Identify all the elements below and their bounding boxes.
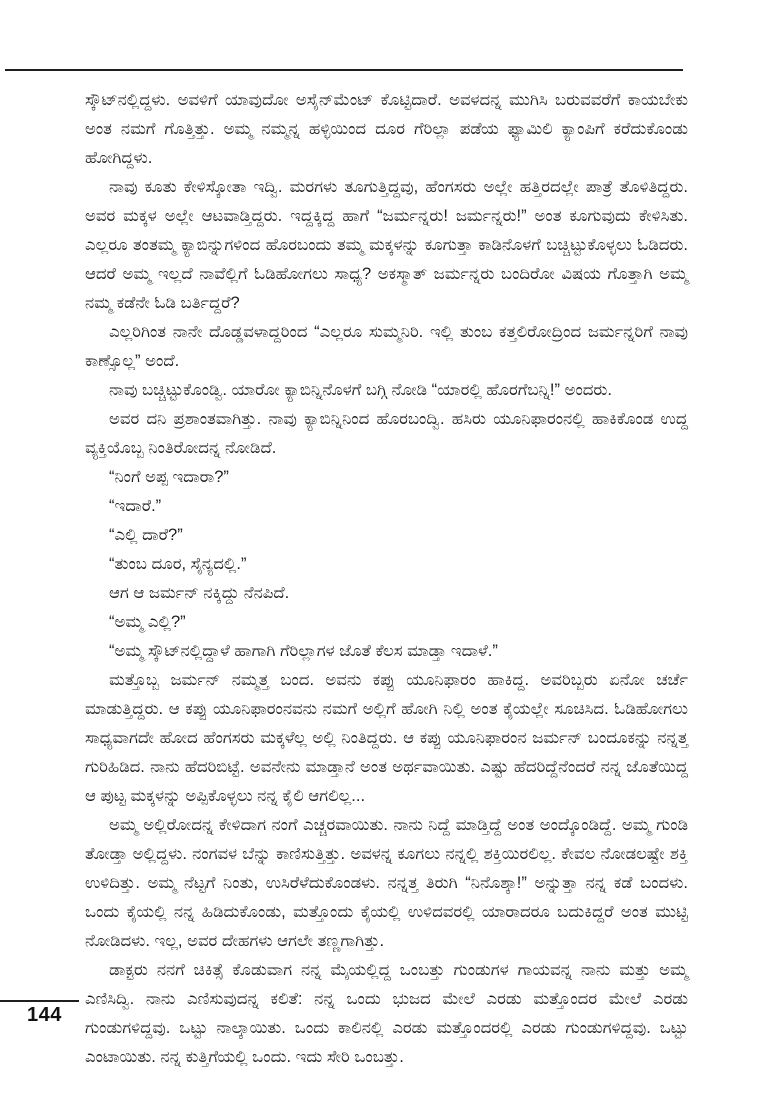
paragraph: ಎಲ್ಲರಿಗಿಂತ ನಾನೇ ದೊಡ್ಡವಳಾದ್ದರಿಂದ “ಎಲ್ಲರೂ ಸುಮ್ಮನಿರಿ. ಇಲ್ಲಿ ತುಂಬ ಕತ್ತಲಿರೋದ್ರಿಂದ ಜರ್ಮನ್ನರಿಗೆ ನಾವು ಕಾಣ್ಸೊಲ್ಲ” ಅಂದೆ. [85, 323, 688, 370]
page-number: 144 [27, 1004, 62, 1026]
paragraph: ನಾವು ಬಚ್ಚಿಟ್ಟುಕೊಂಡ್ವಿ. ಯಾರೋ ಕ್ಯಾಬಿನ್ನಿನೊಳಗೆ ಬಗ್ಗಿ ನೋಡಿ “ಯಾರಲ್ಲಿ ಹೊರಗೆಬನ್ನಿ!” ಅಂದರು. [109, 381, 612, 399]
dialogue-line: “ತುಂಬ ದೂರ, ಸೈನ್ಯದಲ್ಲಿ.” [109, 555, 247, 573]
paragraph: ಅವರ ದನಿ ಪ್ರಶಾಂತವಾಗಿತ್ತು. ನಾವು ಕ್ಯಾಬಿನ್ನಿನಿಂದ ಹೊರಬಂದ್ವಿ. ಹಸಿರು ಯೂನಿಫಾರಂನಲ್ಲಿ ಹಾಕಿಕೊಂಡ ಉದ್ದ ವ್ಯಕ್ತಿಯೊಬ್ಬ ನಿಂತಿರೋದನ್ನ ನೋಡಿದೆ. [85, 410, 688, 457]
dialogue-line: “ಎಲ್ಲಿ ದಾರೆ?” [109, 526, 183, 544]
paragraph: ಆಗ ಆ ಜರ್ಮನ್ ನಕ್ಕಿದ್ದು ನೆನಪಿದೆ. [109, 584, 290, 602]
dialogue-line: “ಅಮ್ಮ ಎಲ್ಲಿ?” [109, 613, 186, 631]
footer-rule [0, 1000, 79, 1002]
header-rule [5, 69, 683, 71]
paragraph: ಡಾಕ್ಟರು ನನಗೆ ಚಿಕಿತ್ಸೆ ಕೊಡುವಾಗ ನನ್ನ ಮೈಯಲ್ಲಿದ್ದ ಒಂಬತ್ತು ಗುಂಡುಗಳ ಗಾಯವನ್ನ ನಾನು ಮತ್ತು ಅಮ್ಮ ಎಣಿಸಿದ್ವಿ. ನಾನು ಎಣಿಸುವುದನ್ನ ಕಲಿತೆ: ನನ್ನ ಒಂದು ಭುಜದ ಮೇಲೆ ಎರಡು ಮತ್ತೊಂದರ ಮೇಲೆ ಎರಡು ಗುಂಡುಗಳಿದ್ದವು. ಒಟ್ಟು ನಾಲ್ಕಾಯಿತು. ಒಂದು ಕಾಲಿನಲ್ಲಿ ಎರಡು ಮತ್ತೊಂದರಲ್ಲಿ ಎರಡು ಗುಂಡುಗಳಿದ್ದವು. ಒಟ್ಟು ಎಂಟಾಯಿತು. ನನ್ನ ಕುತ್ತಿಗೆಯಲ್ಲಿ ಒಂದು. ಇದು ಸೇರಿ ಒಂಬತ್ತು. [85, 961, 688, 1066]
dialogue-line: “ನಿಂಗೆ ಅಪ್ಪ ಇದಾರಾ?” [109, 468, 229, 486]
dialogue-line: “ಅಮ್ಮ ಸ್ಕೌಟ್‌ನಲ್ಲಿದ್ದಾಳೆ ಹಾಗಾಗಿ ಗೆರಿಲ್ಲಾಗಳ ಜೊತೆ ಕೆಲಸ ಮಾಡ್ತಾ ಇದಾಳೆ.” [109, 642, 498, 660]
paragraph: ಸ್ಕೌಟ್‌ನಲ್ಲಿದ್ದಳು. ಅವಳಿಗೆ ಯಾವುದೋ ಅಸೈನ್‌ಮೆಂಟ್ ಕೊಟ್ಟಿದಾರೆ. ಅವಳದನ್ನ ಮುಗಿಸಿ ಬರುವವರೆಗೆ ಕಾಯಬೇಕು ಅಂತ ನಮಗೆ ಗೊತ್ತಿತ್ತು. ಅಮ್ಮ ನಮ್ಮನ್ನ ಹಳ್ಳಿಯಿಂದ ದೂರ ಗೆರಿಲ್ಲಾ ಪಡೆಯ ಫ್ಯಾಮಿಲಿ ಕ್ಯಾಂಪಿಗೆ ಕರೆದುಕೊಂಡು ಹೋಗಿದ್ದಳು. [85, 91, 688, 167]
paragraph: ನಾವು ಕೂತು ಕೇಳಿಸ್ಕೋತಾ ಇದ್ವಿ. ಮರಗಳು ತೂಗುತ್ತಿದ್ದವು, ಹೆಂಗಸರು ಅಲ್ಲೇ ಹತ್ತಿರದಲ್ಲೇ ಪಾತ್ರೆ ತೊಳಿತಿದ್ದರು. ಅವರ ಮಕ್ಕಳ ಅಲ್ಲೇ ಆಟವಾಡ್ತಿದ್ದರು. ಇದ್ದಕ್ಕಿದ್ದ ಹಾಗೆ “ಜರ್ಮನ್ನರು! ಜರ್ಮನ್ನರು!” ಅಂತ ಕೂಗುವುದು ಕೇಳಿಸಿತು. ಎಲ್ಲರೂ ತಂತಮ್ಮ ಕ್ಯಾಬಿನ್ನುಗಳಿಂದ ಹೊರಬಂದು ತಮ್ಮ ಮಕ್ಕಳನ್ನು ಕೂಗುತ್ತಾ ಕಾಡಿನೊಳಗೆ ಬಚ್ಚಿಟ್ಟುಕೊಳ್ಳಲು ಓಡಿದರು. ಆದರೆ ಅಮ್ಮ ಇಲ್ಲದೆ ನಾವೆಲ್ಲಿಗೆ ಓಡಿಹೋಗಲು ಸಾಧ್ಯ? ಅಕಸ್ಮಾತ್ ಜರ್ಮನ್ನರು ಬಂದಿರೋ ವಿಷಯ ಗೊತ್ತಾಗಿ ಅಮ್ಮ ನಮ್ಮ ಕಡೆನೇ ಓಡಿ ಬರ್ತಿದ್ದರೆ? [85, 178, 688, 312]
paragraph: ಅಮ್ಮ ಅಲ್ಲಿರೋದನ್ನ ಕೇಳಿದಾಗ ನಂಗೆ ಎಚ್ಚರವಾಯಿತು. ನಾನು ನಿದ್ದೆ ಮಾಡ್ತಿದ್ದೆ ಅಂತ ಅಂದ್ಕೊಂಡಿದ್ದೆ. ಅಮ್ಮ ಗುಂಡಿ ತೋಡ್ತಾ ಅಲ್ಲಿದ್ದಳು. ನಂಗವಳ ಬೆನ್ನು ಕಾಣಿಸುತ್ತಿತ್ತು. ಅವಳನ್ನ ಕೂಗಲು ನನ್ನಲ್ಲಿ ಶಕ್ತಿಯಿರಲಿಲ್ಲ. ಕೇವಲ ನೋಡಲಷ್ಟೇ ಶಕ್ತಿ ಉಳಿದಿತ್ತು. ಅಮ್ಮ ನೆಟ್ಟಗೆ ನಿಂತು, ಉಸಿರೆಳೆದುಕೊಂಡಳು. ನನ್ನತ್ತ ತಿರುಗಿ “ನಿನೊಶ್ಕಾ!” ಅನ್ನುತ್ತಾ ನನ್ನ ಕಡೆ ಬಂದಳು. ಒಂದು ಕೈಯಲ್ಲಿ ನನ್ನ ಹಿಡಿದುಕೊಂಡು, ಮತ್ತೊಂದು ಕೈಯಲ್ಲಿ ಉಳಿದವರಲ್ಲಿ ಯಾರಾದರೂ ಬದುಕಿದ್ದರೆ ಅಂತ ಮುಟ್ಟಿ ನೋಡಿದಳು. ಇಲ್ಲ, ಅವರ ದೇಹಗಳು ಆಗಲೇ ತಣ್ಣಗಾಗಿತ್ತು. [85, 816, 688, 950]
dialogue-line: “ಇದಾರೆ.” [109, 497, 162, 515]
paragraph: ಮತ್ತೊಬ್ಬ ಜರ್ಮನ್ ನಮ್ಮತ್ತ ಬಂದ. ಅವನು ಕಪ್ಪು ಯೂನಿಫಾರಂ ಹಾಕಿದ್ದ. ಅವರಿಬ್ಬರು ಏನೋ ಚರ್ಚೆ ಮಾಡುತ್ತಿದ್ದರು. ಆ ಕಪ್ಪು ಯೂನಿಫಾರಂನವನು ನಮಗೆ ಅಲ್ಲಿಗೆ ಹೋಗಿ ನಿಲ್ಲಿ ಅಂತ ಕೈಯಲ್ಲೇ ಸೂಚಿಸಿದ. ಓಡಿಹೋಗಲು ಸಾಧ್ಯವಾಗದೇ ಹೋದ ಹೆಂಗಸರು ಮಕ್ಕಳೆಲ್ಲ ಅಲ್ಲಿ ನಿಂತಿದ್ದರು. ಆ ಕಪ್ಪು ಯೂನಿಫಾರಂನ ಜರ್ಮನ್ ಬಂದೂಕನ್ನು ನನ್ನತ್ತ ಗುರಿಹಿಡಿದ. ನಾನು ಹೆದರಿಬಿಟ್ಟೆ. ಅವನೇನು ಮಾಡ್ತಾನೆ ಅಂತ ಅರ್ಥವಾಯಿತು. ಎಷ್ಟು ಹೆದರಿದ್ದೆನೆಂದರೆ ನನ್ನ ಜೊತೆಯಿದ್ದ ಆ ಪುಟ್ಟ ಮಕ್ಕಳನ್ನು ಅಪ್ಪಿಕೊಳ್ಳಲು ನನ್ನ ಕೈಲಿ ಆಗಲಿಲ್ಲ... [85, 671, 688, 805]
page-body-text [85, 86, 688, 1072]
